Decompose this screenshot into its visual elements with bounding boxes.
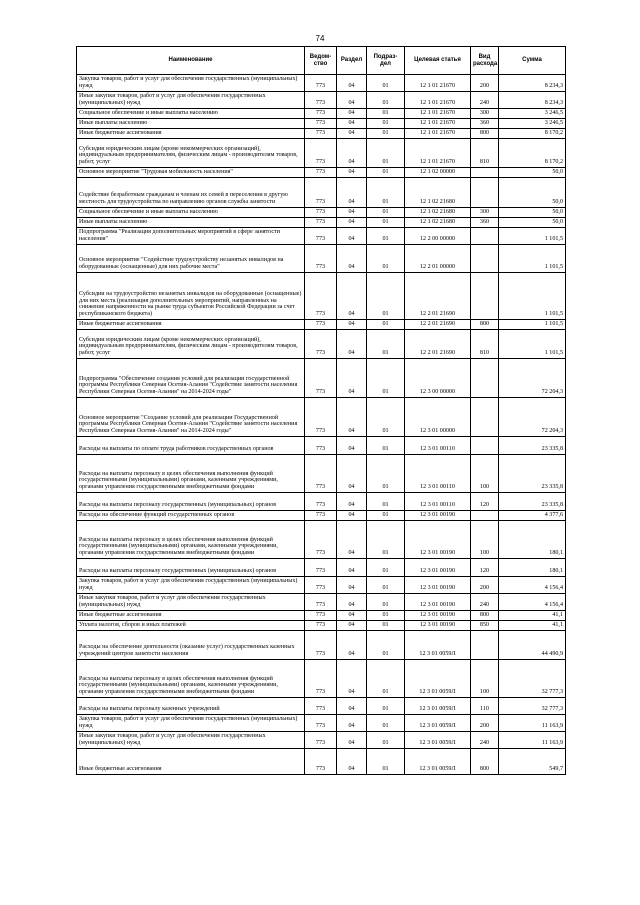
table-row <box>77 218 566 228</box>
table-row <box>77 168 566 178</box>
table-row <box>77 92 566 109</box>
cell-vedomstvo: 773 <box>305 455 337 493</box>
cell-podrazdel: 01 <box>367 398 405 437</box>
cell-razdel: 04 <box>337 218 367 228</box>
cell-vedomstvo: 773 <box>305 218 337 228</box>
table-row <box>77 208 566 218</box>
cell-razdel: 04 <box>337 437 367 455</box>
cell-article: 12 3 01 00190 <box>405 511 471 521</box>
cell-article: 12 1 02 21680 <box>405 218 471 228</box>
cell-razdel: 04 <box>337 330 367 359</box>
cell-article: 12 1 01 21670 <box>405 119 471 129</box>
cell-sum: 4 156,4 <box>499 594 566 611</box>
cell-podrazdel: 01 <box>367 621 405 631</box>
table-header-row <box>77 47 566 75</box>
cell-razdel: 04 <box>337 455 367 493</box>
table-body <box>77 75 566 775</box>
cell-podrazdel: 01 <box>367 168 405 178</box>
cell-razdel: 04 <box>337 168 367 178</box>
cell-razdel: 04 <box>337 208 367 218</box>
cell-razdel: 04 <box>337 660 367 698</box>
cell-name: Иные закупки товаров, работ и услуг для обеспечения государственных (муниципальных) нужд <box>77 92 305 109</box>
cell-podrazdel: 01 <box>367 92 405 109</box>
cell-razdel: 04 <box>337 577 367 594</box>
header-vid: Вид расхода <box>471 47 499 75</box>
cell-podrazdel: 01 <box>367 109 405 119</box>
cell-sum: 50,0 <box>499 168 566 178</box>
cell-razdel: 04 <box>337 92 367 109</box>
cell-razdel: 04 <box>337 611 367 621</box>
table-row <box>77 631 566 660</box>
cell-vedomstvo: 773 <box>305 109 337 119</box>
cell-sum: 44 490,9 <box>499 631 566 660</box>
table-row <box>77 749 566 775</box>
cell-sum: 180,1 <box>499 559 566 577</box>
cell-name: Закупка товаров, работ и услуг для обеспечения государственных (муниципальных) нужд <box>77 715 305 732</box>
cell-name: Иные выплаты населению <box>77 119 305 129</box>
cell-vid: 100 <box>471 660 499 698</box>
cell-vedomstvo: 773 <box>305 594 337 611</box>
cell-name: Расходы на обеспечение деятельности (оказание услуг) государственных казенных учреждений центров занятости населения <box>77 631 305 660</box>
cell-podrazdel: 01 <box>367 139 405 168</box>
cell-vid: 120 <box>471 493 499 511</box>
cell-sum: 72 204,3 <box>499 359 566 398</box>
cell-article: 12 1 01 21670 <box>405 139 471 168</box>
cell-razdel: 04 <box>337 521 367 559</box>
table-row <box>77 511 566 521</box>
cell-name: Расходы на выплаты персоналу казенных учреждений <box>77 698 305 715</box>
table-row <box>77 139 566 168</box>
cell-name: Подпрограмма "Обеспечение создания условий для реализации государственной программы Республики Северная Осетия-Алания "Содействие занятости населения Республики Северная Осетия-Алания" на 2014-2024 годы" <box>77 359 305 398</box>
cell-article: 12 3 01 00190 <box>405 577 471 594</box>
cell-vedomstvo: 773 <box>305 359 337 398</box>
cell-razdel: 04 <box>337 493 367 511</box>
table-row <box>77 320 566 330</box>
cell-razdel: 04 <box>337 139 367 168</box>
cell-razdel: 04 <box>337 75 367 92</box>
cell-vid <box>471 398 499 437</box>
table-row <box>77 455 566 493</box>
cell-vedomstvo: 773 <box>305 92 337 109</box>
cell-name: Основное мероприятие "Содействие трудоустройству незанятых инвалидов на оборудованные (оснащенные) для них рабочие места" <box>77 245 305 273</box>
cell-name: Расходы на выплаты персоналу в целях обеспечения выполнения функций государственными (муниципальными) органами, казенными учреждениями, органами управления государственными внебюджетными фондами <box>77 660 305 698</box>
cell-sum: 1 101,5 <box>499 273 566 320</box>
cell-vid <box>471 228 499 245</box>
cell-razdel: 04 <box>337 398 367 437</box>
cell-podrazdel: 01 <box>367 320 405 330</box>
cell-sum: 8 234,3 <box>499 75 566 92</box>
cell-vid: 240 <box>471 732 499 749</box>
cell-article: 12 3 01 00110 <box>405 437 471 455</box>
cell-vid <box>471 273 499 320</box>
cell-name: Субсидии на трудоустройство незанятых инвалидов на оборудованные (оснащенные) для них места (реализация дополнительных мероприятий, направленных на снижение напряженности на рынке труда субъектов Российской Федерации за счет республиканского бюджета) <box>77 273 305 320</box>
cell-razdel: 04 <box>337 109 367 119</box>
cell-podrazdel: 01 <box>367 511 405 521</box>
cell-vid: 800 <box>471 611 499 621</box>
table-row <box>77 698 566 715</box>
cell-article: 12 1 01 21670 <box>405 92 471 109</box>
cell-name: Иные выплаты населению <box>77 218 305 228</box>
cell-podrazdel: 01 <box>367 611 405 621</box>
cell-article: 12 1 02 21680 <box>405 208 471 218</box>
cell-vid: 240 <box>471 594 499 611</box>
cell-article: 12 3 01 00000 <box>405 398 471 437</box>
cell-sum: 11 163,9 <box>499 715 566 732</box>
cell-vedomstvo: 773 <box>305 577 337 594</box>
cell-vid: 240 <box>471 92 499 109</box>
cell-podrazdel: 01 <box>367 577 405 594</box>
cell-name: Расходы на выплаты персоналу государственных (муниципальных) органов <box>77 559 305 577</box>
cell-vid: 300 <box>471 208 499 218</box>
cell-article: 12 3 01 0059Л <box>405 732 471 749</box>
table-row <box>77 521 566 559</box>
cell-name: Закупка товаров, работ и услуг для обеспечения государственных (муниципальных) нужд <box>77 75 305 92</box>
cell-vedomstvo: 773 <box>305 749 337 775</box>
header-razdel: Раздел <box>337 47 367 75</box>
cell-vedomstvo: 773 <box>305 521 337 559</box>
cell-vid: 810 <box>471 139 499 168</box>
cell-vedomstvo: 773 <box>305 437 337 455</box>
cell-podrazdel: 01 <box>367 715 405 732</box>
cell-vid: 200 <box>471 715 499 732</box>
table-row <box>77 245 566 273</box>
cell-sum: 23 335,8 <box>499 437 566 455</box>
cell-name: Расходы на выплаты персоналу в целях обеспечения выполнения функций государственными (муниципальными) органами, казенными учреждениями, органами управления государственными внебюджетными фондами <box>77 455 305 493</box>
cell-podrazdel: 01 <box>367 178 405 208</box>
cell-name: Иные закупки товаров, работ и услуг для обеспечения государственных (муниципальных) нужд <box>77 732 305 749</box>
cell-vid: 800 <box>471 129 499 139</box>
cell-vedomstvo: 773 <box>305 660 337 698</box>
cell-razdel: 04 <box>337 320 367 330</box>
cell-podrazdel: 01 <box>367 218 405 228</box>
table-row <box>77 715 566 732</box>
cell-vid: 800 <box>471 749 499 775</box>
table-row <box>77 611 566 621</box>
table-row <box>77 594 566 611</box>
cell-vedomstvo: 773 <box>305 129 337 139</box>
cell-name: Содействие безработным гражданам и членам их семей в переселении в другую местность для трудоустройства по направлению органов службы занятости <box>77 178 305 208</box>
cell-name: Социальное обеспечение и иные выплаты населению <box>77 208 305 218</box>
cell-vedomstvo: 773 <box>305 715 337 732</box>
cell-podrazdel: 01 <box>367 359 405 398</box>
cell-name: Иные бюджетные ассигнования <box>77 320 305 330</box>
cell-podrazdel: 01 <box>367 455 405 493</box>
cell-vedomstvo: 773 <box>305 511 337 521</box>
cell-sum: 3 246,5 <box>499 119 566 129</box>
cell-vedomstvo: 773 <box>305 208 337 218</box>
table-row <box>77 129 566 139</box>
cell-razdel: 04 <box>337 511 367 521</box>
cell-razdel: 04 <box>337 273 367 320</box>
cell-razdel: 04 <box>337 621 367 631</box>
cell-article: 12 2 01 21690 <box>405 273 471 320</box>
cell-razdel: 04 <box>337 178 367 208</box>
cell-podrazdel: 01 <box>367 732 405 749</box>
cell-sum: 180,1 <box>499 521 566 559</box>
cell-podrazdel: 01 <box>367 228 405 245</box>
table-row <box>77 178 566 208</box>
cell-vid: 360 <box>471 119 499 129</box>
table-row <box>77 493 566 511</box>
cell-name: Закупка товаров, работ и услуг для обеспечения государственных (муниципальных) нужд <box>77 577 305 594</box>
cell-vid <box>471 359 499 398</box>
cell-razdel: 04 <box>337 594 367 611</box>
table-row <box>77 75 566 92</box>
cell-razdel: 04 <box>337 228 367 245</box>
cell-name: Социальное обеспечение и иные выплаты населению <box>77 109 305 119</box>
cell-sum: 41,1 <box>499 621 566 631</box>
header-sum: Сумма <box>499 47 566 75</box>
cell-vid: 300 <box>471 109 499 119</box>
cell-vid <box>471 631 499 660</box>
cell-vedomstvo: 773 <box>305 320 337 330</box>
table-row <box>77 330 566 359</box>
cell-sum: 50,0 <box>499 178 566 208</box>
cell-vid: 200 <box>471 577 499 594</box>
cell-name: Основное мероприятие "Трудовая мобильность населения" <box>77 168 305 178</box>
cell-name: Расходы на выплаты персоналу в целях обеспечения выполнения функций государственными (муниципальными) органами, казенными учреждениями, органами управления государственными внебюджетными фондами <box>77 521 305 559</box>
cell-vedomstvo: 773 <box>305 245 337 273</box>
cell-article: 12 2 01 21690 <box>405 330 471 359</box>
cell-razdel: 04 <box>337 749 367 775</box>
cell-sum: 8 170,2 <box>499 139 566 168</box>
header-vedomstvo: Ведом-ство <box>305 47 337 75</box>
cell-vid: 800 <box>471 320 499 330</box>
cell-sum: 3 246,5 <box>499 109 566 119</box>
cell-razdel: 04 <box>337 359 367 398</box>
cell-name: Расходы на обеспечение функций государственных органов <box>77 511 305 521</box>
cell-name: Иные закупки товаров, работ и услуг для обеспечения государственных (муниципальных) нужд <box>77 594 305 611</box>
cell-vedomstvo: 773 <box>305 178 337 208</box>
cell-name: Субсидии юридическим лицам (кроме некоммерческих организаций), индивидуальным предпринимателям, физическим лицам - производителям товаров, работ, услуг <box>77 330 305 359</box>
cell-razdel: 04 <box>337 698 367 715</box>
cell-podrazdel: 01 <box>367 75 405 92</box>
cell-vid: 360 <box>471 218 499 228</box>
page-number: 74 <box>315 34 325 43</box>
cell-sum: 1 101,5 <box>499 228 566 245</box>
cell-article: 12 3 01 00110 <box>405 455 471 493</box>
cell-article: 12 1 01 21670 <box>405 129 471 139</box>
cell-vid <box>471 511 499 521</box>
cell-sum: 8 170,2 <box>499 129 566 139</box>
cell-vedomstvo: 773 <box>305 330 337 359</box>
cell-article: 12 3 01 00190 <box>405 559 471 577</box>
table-row <box>77 273 566 320</box>
table-row <box>77 621 566 631</box>
cell-name: Расходы на выплаты по оплате труда работников государственных органов <box>77 437 305 455</box>
cell-sum: 23 335,8 <box>499 455 566 493</box>
cell-article: 12 2 01 21690 <box>405 320 471 330</box>
cell-sum: 32 777,3 <box>499 698 566 715</box>
cell-vedomstvo: 773 <box>305 698 337 715</box>
cell-sum: 1 101,5 <box>499 245 566 273</box>
cell-sum: 1 101,5 <box>499 330 566 359</box>
cell-razdel: 04 <box>337 559 367 577</box>
cell-name: Расходы на выплаты персоналу государственных (муниципальных) органов <box>77 493 305 511</box>
cell-name: Подпрограмма "Реализация дополнительных мероприятий в сфере занятости населения" <box>77 228 305 245</box>
cell-vid: 850 <box>471 621 499 631</box>
cell-article: 12 1 02 21680 <box>405 178 471 208</box>
cell-sum: 32 777,3 <box>499 660 566 698</box>
cell-podrazdel: 01 <box>367 119 405 129</box>
cell-podrazdel: 01 <box>367 437 405 455</box>
cell-sum: 41,1 <box>499 611 566 621</box>
cell-vid: 810 <box>471 330 499 359</box>
cell-vedomstvo: 773 <box>305 75 337 92</box>
cell-vid <box>471 178 499 208</box>
cell-razdel: 04 <box>337 129 367 139</box>
cell-vedomstvo: 773 <box>305 119 337 129</box>
cell-razdel: 04 <box>337 631 367 660</box>
cell-name: Основное мероприятие "Создание условий для реализации Государственной программы Республики Северная Осетия-Алания "Содействие занятости населения Республики Северная Осетия-Алания" на 2014-2024 годы" <box>77 398 305 437</box>
table-row <box>77 577 566 594</box>
cell-vedomstvo: 773 <box>305 228 337 245</box>
cell-vedomstvo: 773 <box>305 273 337 320</box>
cell-vedomstvo: 773 <box>305 621 337 631</box>
cell-podrazdel: 01 <box>367 749 405 775</box>
cell-sum: 11 163,9 <box>499 732 566 749</box>
cell-podrazdel: 01 <box>367 660 405 698</box>
cell-vid: 100 <box>471 455 499 493</box>
cell-article: 12 3 01 0059Л <box>405 660 471 698</box>
cell-vedomstvo: 773 <box>305 732 337 749</box>
table-row <box>77 109 566 119</box>
table-row <box>77 228 566 245</box>
cell-sum: 549,7 <box>499 749 566 775</box>
cell-vedomstvo: 773 <box>305 168 337 178</box>
cell-razdel: 04 <box>337 715 367 732</box>
cell-vid: 110 <box>471 698 499 715</box>
cell-sum: 50,0 <box>499 218 566 228</box>
cell-article: 12 3 01 0059Л <box>405 631 471 660</box>
cell-vid <box>471 437 499 455</box>
cell-article: 12 3 01 00190 <box>405 521 471 559</box>
cell-podrazdel: 01 <box>367 631 405 660</box>
cell-vedomstvo: 773 <box>305 398 337 437</box>
cell-sum: 4 377,6 <box>499 511 566 521</box>
table-row <box>77 732 566 749</box>
cell-name: Уплата налогов, сборов и иных платежей <box>77 621 305 631</box>
cell-article: 12 3 01 0059Л <box>405 749 471 775</box>
cell-podrazdel: 01 <box>367 273 405 320</box>
cell-vid: 120 <box>471 559 499 577</box>
cell-podrazdel: 01 <box>367 493 405 511</box>
cell-sum: 4 156,4 <box>499 577 566 594</box>
table-row <box>77 660 566 698</box>
cell-sum: 23 335,8 <box>499 493 566 511</box>
cell-razdel: 04 <box>337 119 367 129</box>
cell-vid: 100 <box>471 521 499 559</box>
cell-razdel: 04 <box>337 245 367 273</box>
cell-article: 12 3 01 0059Л <box>405 715 471 732</box>
cell-vid <box>471 168 499 178</box>
cell-vid <box>471 245 499 273</box>
cell-vedomstvo: 773 <box>305 139 337 168</box>
cell-article: 12 1 01 21670 <box>405 109 471 119</box>
cell-sum: 50,0 <box>499 208 566 218</box>
cell-article: 12 3 01 00190 <box>405 594 471 611</box>
cell-vedomstvo: 773 <box>305 559 337 577</box>
cell-sum: 8 234,3 <box>499 92 566 109</box>
cell-podrazdel: 01 <box>367 594 405 611</box>
cell-article: 12 3 00 00000 <box>405 359 471 398</box>
cell-article: 12 2 01 00000 <box>405 245 471 273</box>
cell-vedomstvo: 773 <box>305 493 337 511</box>
cell-article: 12 2 00 00000 <box>405 228 471 245</box>
cell-podrazdel: 01 <box>367 330 405 359</box>
cell-article: 12 3 01 00190 <box>405 621 471 631</box>
cell-podrazdel: 01 <box>367 129 405 139</box>
cell-sum: 1 101,5 <box>499 320 566 330</box>
cell-podrazdel: 01 <box>367 559 405 577</box>
table-row <box>77 559 566 577</box>
cell-name: Иные бюджетные ассигнования <box>77 611 305 621</box>
budget-table <box>76 46 566 775</box>
cell-vedomstvo: 773 <box>305 611 337 621</box>
cell-razdel: 04 <box>337 732 367 749</box>
table-row <box>77 359 566 398</box>
cell-article: 12 3 01 00110 <box>405 493 471 511</box>
cell-podrazdel: 01 <box>367 521 405 559</box>
table-row <box>77 398 566 437</box>
header-name: Наименование <box>77 47 305 75</box>
cell-article: 12 1 01 21670 <box>405 75 471 92</box>
table-row <box>77 119 566 129</box>
header-podrazdel: Подраз-дел <box>367 47 405 75</box>
cell-podrazdel: 01 <box>367 245 405 273</box>
cell-name: Иные бюджетные ассигнования <box>77 749 305 775</box>
cell-sum: 72 204,3 <box>499 398 566 437</box>
table-row <box>77 437 566 455</box>
cell-podrazdel: 01 <box>367 208 405 218</box>
cell-name: Субсидии юридическим лицам (кроме некоммерческих организаций), индивидуальным предпринимателям, физическим лицам - производителям товаров, работ, услуг <box>77 139 305 168</box>
cell-article: 12 3 01 00190 <box>405 611 471 621</box>
cell-article: 12 1 02 00000 <box>405 168 471 178</box>
cell-podrazdel: 01 <box>367 698 405 715</box>
cell-name: Иные бюджетные ассигнования <box>77 129 305 139</box>
header-article: Целевая статья <box>405 47 471 75</box>
cell-vid: 200 <box>471 75 499 92</box>
cell-vedomstvo: 773 <box>305 631 337 660</box>
cell-article: 12 3 01 0059Л <box>405 698 471 715</box>
